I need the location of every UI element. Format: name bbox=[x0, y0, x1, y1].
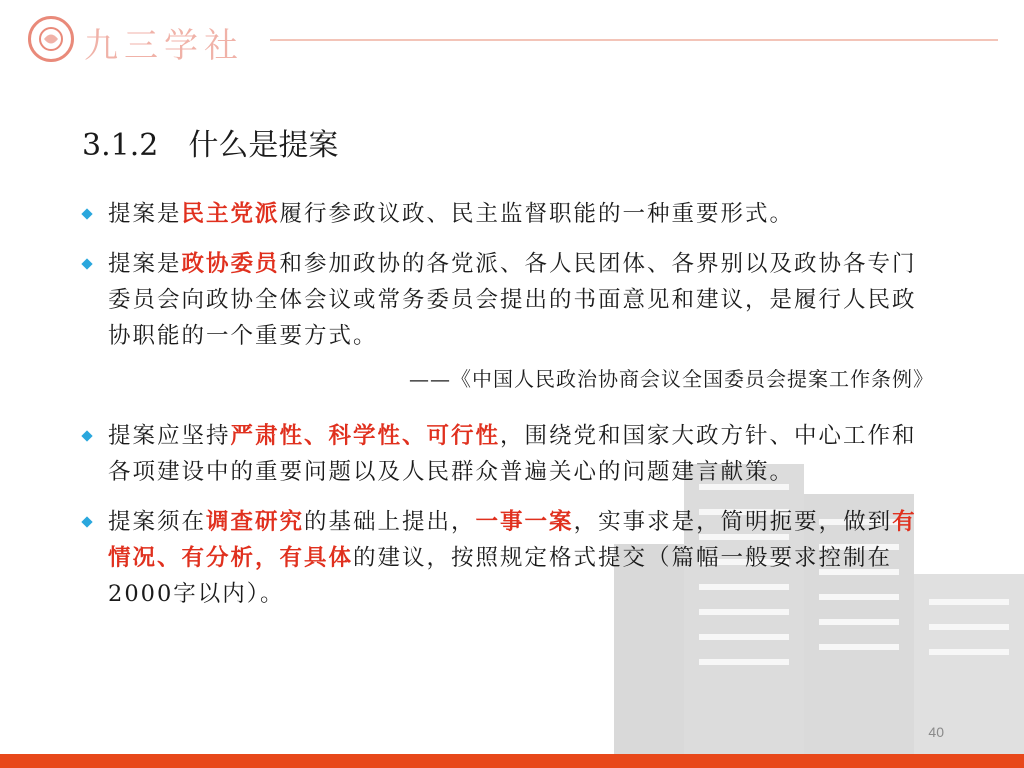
text-run: 的基础上提出， bbox=[304, 509, 476, 535]
header-divider bbox=[270, 39, 998, 41]
text-run: 的建议，按照规定格式提交（篇幅一般要求控制在2000字以内）。 bbox=[108, 545, 893, 607]
text-run: 提案是 bbox=[108, 201, 182, 227]
bullet-text bbox=[108, 201, 794, 227]
bullet-item bbox=[80, 418, 940, 490]
highlight-text: 一事一案 bbox=[475, 509, 574, 535]
text-run: ，围绕党和国家大政方针、中心工作和各项建设中的重要问题以及人民群众普遍关心的问题建言献策。 bbox=[108, 423, 917, 485]
slide-header bbox=[0, 0, 1024, 80]
text-run: 履行参政议政、民主监督职能的一种重要形式。 bbox=[279, 201, 795, 227]
jiusan-seal-icon bbox=[28, 16, 74, 62]
bullet-text bbox=[108, 423, 917, 485]
logo-text: 九三学社 bbox=[84, 26, 244, 66]
source-citation: ——《中国人民政治协商会议全国委员会提案工作条例》 bbox=[409, 367, 934, 391]
bullet-text bbox=[108, 251, 917, 349]
page-number: 40 bbox=[928, 724, 944, 740]
text-run: 和参加政协的各党派、各人民团体、各界别以及政协各专门委员会向政协全体会议或常务委员会提出的书面意见和建议，是履行人民政协职能的一个重要方式。 bbox=[108, 251, 917, 349]
highlight-text: 民主党派 bbox=[181, 201, 280, 227]
highlight-text: 严肃性、科学性、可行性 bbox=[230, 423, 501, 449]
footer-bar bbox=[0, 754, 1024, 768]
bullet-item bbox=[80, 504, 940, 612]
bullet-text bbox=[108, 509, 917, 607]
highlight-text: 有情况、有分析，有具体 bbox=[108, 509, 917, 571]
diamond-bullet-icon bbox=[81, 516, 92, 527]
highlight-text: 政协委员 bbox=[181, 251, 280, 277]
text-run: 提案应坚持 bbox=[108, 423, 231, 449]
highlight-text: 调查研究 bbox=[206, 509, 305, 535]
text-run: 提案须在 bbox=[108, 509, 207, 535]
text-run: 提案是 bbox=[108, 251, 182, 277]
diamond-bullet-icon bbox=[81, 258, 92, 269]
bullet-item bbox=[80, 196, 940, 232]
text-run: ，实事求是，简明扼要，做到 bbox=[573, 509, 893, 535]
bullet-item bbox=[80, 246, 940, 354]
slide-content bbox=[80, 196, 940, 626]
diamond-bullet-icon bbox=[81, 430, 92, 441]
diamond-bullet-icon bbox=[81, 208, 92, 219]
slide-title: 3.1.2 什么是提案 bbox=[82, 128, 339, 163]
